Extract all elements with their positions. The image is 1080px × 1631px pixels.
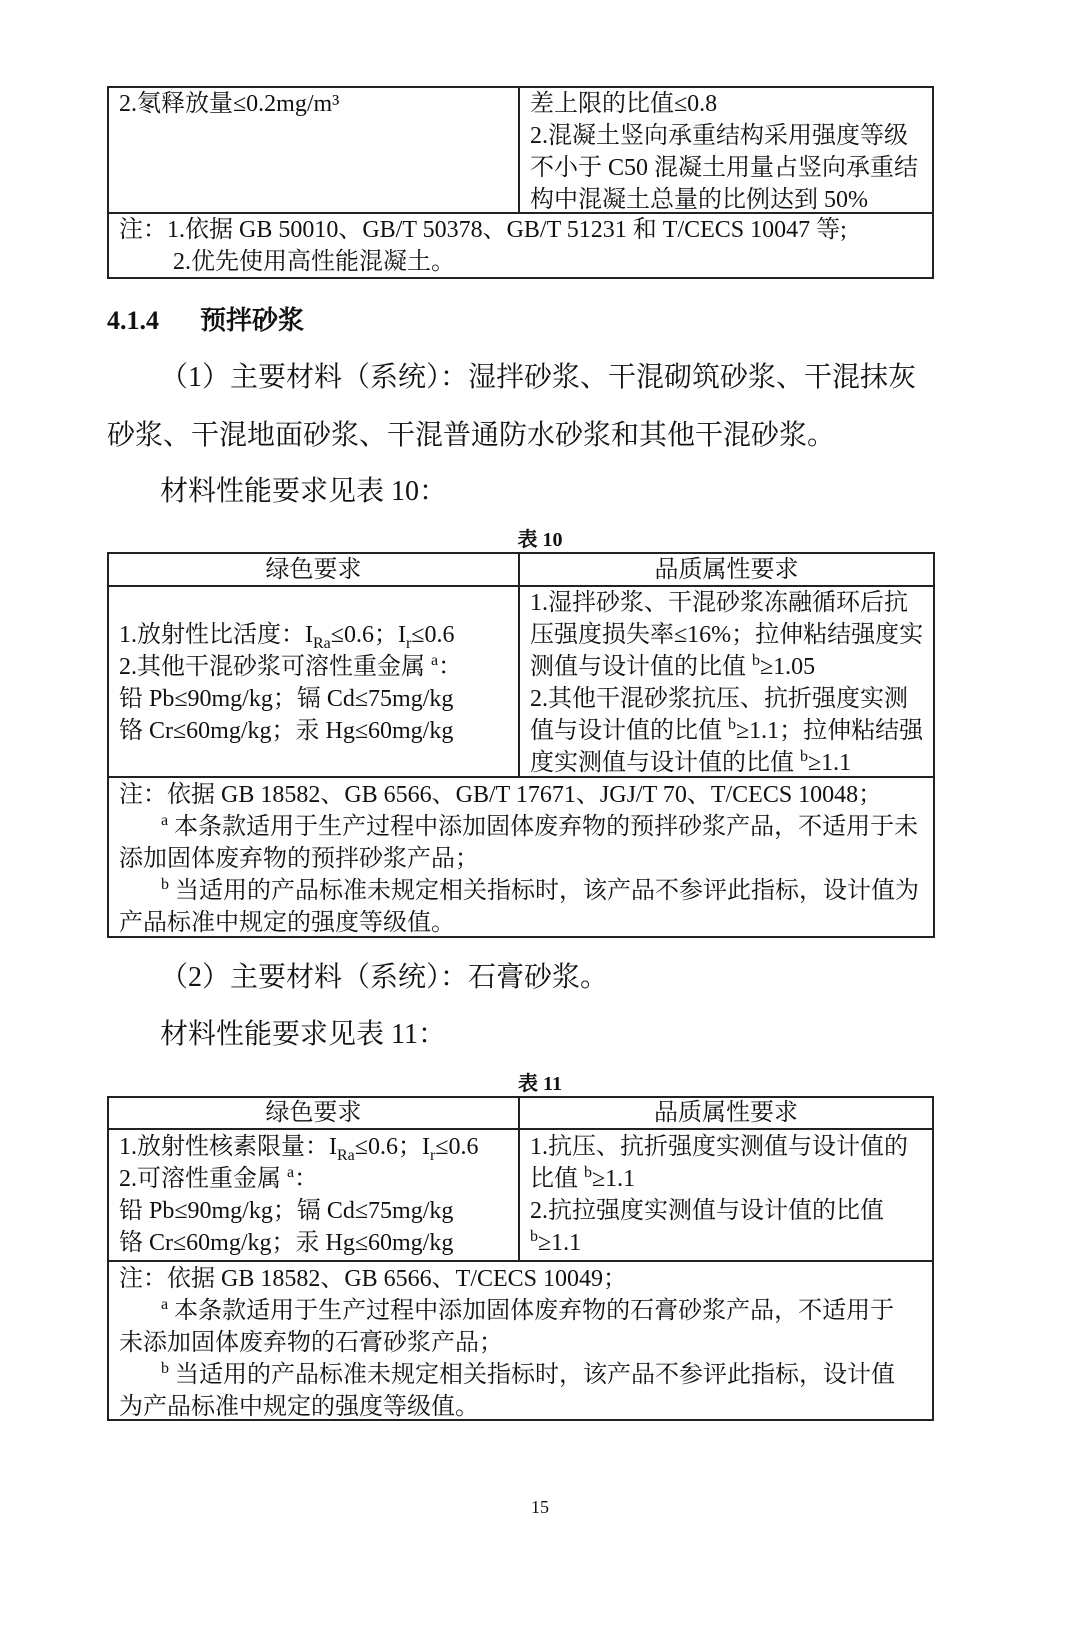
table-caption: 表 10	[517, 529, 563, 551]
table-cell-text: 测值与设计值的比值 $^b$≥1.05	[530, 652, 816, 680]
table-11-left-cell	[109, 1131, 518, 1259]
table-cell-text: 1.放射性核素限量：$I_{Ra}\le 0.6$；$I_r\le 0.6$	[119, 1134, 479, 1164]
top-table-right-cell	[520, 88, 932, 216]
note-line: $^a$ 本条款适用于生产过程中添加固体废弃物的预拌砂浆产品，不适用于未	[161, 812, 919, 840]
note-line: $^b$ 当适用的产品标准未规定相关指标时，该产品不参评此指标，设计值为	[161, 876, 919, 904]
paragraph-line: （2）主要材料（系统）：石膏砂浆。	[160, 962, 609, 993]
table-cell-text: 1.抗压、抗折强度实测值与设计值的	[530, 1134, 908, 1160]
table-header-green: 绿色要求	[265, 557, 362, 583]
table-cell-text: 1.放射性比活度：$I_{Ra}\le 0.6$；$I_r\le 0.6$	[119, 622, 455, 652]
table-11-note	[109, 1263, 932, 1423]
table-caption: 表 11	[518, 1073, 562, 1095]
page-number: 15	[531, 1497, 549, 1517]
table-cell-text: 铬 Cr≤60mg/kg；汞 Hg≤60mg/kg	[119, 1230, 454, 1256]
note-line: $^a$ 本条款适用于生产过程中添加固体废弃物的石膏砂浆产品，不适用于	[161, 1296, 895, 1324]
note-line: 添加固体废弃物的预拌砂浆产品；	[119, 846, 479, 872]
table-header-quality: 品质属性要求	[654, 557, 799, 583]
top-table-left-cell	[109, 88, 518, 120]
note-line: 未添加固体废弃物的石膏砂浆产品；	[119, 1330, 503, 1356]
note-line: 注：依据 GB 18582、GB 6566、T/CECS 10049；	[119, 1266, 628, 1292]
section-heading	[107, 300, 304, 337]
table-header-green: 绿色要求	[265, 1100, 362, 1126]
table-cell-text: 值与设计值的比值 $^b$≥1.1；拉伸粘结强	[530, 716, 924, 744]
note-line: 注：依据 GB 18582、GB 6566、GB/T 17671、JGJ/T 70、T/CECS 10048；	[119, 782, 883, 808]
top-table-note	[109, 214, 932, 278]
table-cell-text: 不小于 C50 混凝土用量占竖向承重结	[530, 155, 919, 181]
table-cell-text: $^b$≥1.1	[530, 1228, 582, 1256]
table-10-right-cell	[520, 587, 933, 779]
table-cell-text: 度实测值与设计值的比值 $^b$≥1.1	[530, 748, 852, 776]
table-cell-text: 2.氡释放量≤0.2mg/m³	[119, 91, 340, 117]
table-cell-text: 2.其他干混砂浆可溶性重金属 $^a$：	[119, 652, 463, 680]
table-cell-text: 铬 Cr≤60mg/kg；汞 Hg≤60mg/kg	[119, 718, 454, 744]
paragraph-table-ref: 材料性能要求见表 11：	[160, 1019, 446, 1050]
section-number: 4.1.4	[107, 306, 159, 335]
table-cell-text: 2.抗拉强度实测值与设计值的比值	[530, 1198, 884, 1224]
table-10-note	[109, 779, 933, 939]
section-title: 预拌砂浆	[200, 306, 305, 335]
table-11-right-cell	[520, 1131, 932, 1259]
note-line: 产品标准中规定的强度等级值。	[119, 910, 455, 936]
table-cell-text: 铅 Pb≤90mg/kg；镉 Cd≤75mg/kg	[119, 1198, 454, 1224]
table-10-left-cell	[109, 619, 518, 747]
paragraph-line: （1）主要材料（系统）：湿拌砂浆、干混砌筑砂浆、干混抹灰	[160, 362, 917, 393]
table-cell-text: 2.混凝土竖向承重结构采用强度等级	[530, 123, 908, 149]
paragraph-line: 砂浆、干混地面砂浆、干混普通防水砂浆和其他干混砂浆。	[107, 420, 836, 451]
table-cell-text: 压强度损失率≤16%；拉伸粘结强度实	[530, 622, 924, 648]
table-cell-text: 2.可溶性重金属 $^a$：	[119, 1164, 319, 1192]
note-line: 为产品标准中规定的强度等级值。	[119, 1394, 479, 1420]
table-cell-text: 差上限的比值≤0.8	[530, 91, 718, 117]
table-cell-text: 1.湿拌砂浆、干混砂浆冻融循环后抗	[530, 590, 908, 616]
table-cell-text: 构中混凝土总量的比例达到 50%	[530, 187, 868, 213]
table-cell-text: 比值 $^b$≥1.1	[530, 1164, 636, 1192]
table-cell-text: 2.其他干混砂浆抗压、抗折强度实测	[530, 686, 908, 712]
note-line: 2.优先使用高性能混凝土。	[173, 249, 455, 275]
note-line: $^b$ 当适用的产品标准未规定相关指标时，该产品不参评此指标，设计值	[161, 1360, 895, 1388]
paragraph-table-ref: 材料性能要求见表 10：	[160, 476, 448, 507]
table-cell-text: 铅 Pb≤90mg/kg；镉 Cd≤75mg/kg	[119, 686, 454, 712]
note-line: 注：1.依据 GB 50010、GB/T 50378、GB/T 51231 和 T/CECS 10047 等;	[119, 217, 847, 243]
table-header-quality: 品质属性要求	[654, 1100, 798, 1126]
